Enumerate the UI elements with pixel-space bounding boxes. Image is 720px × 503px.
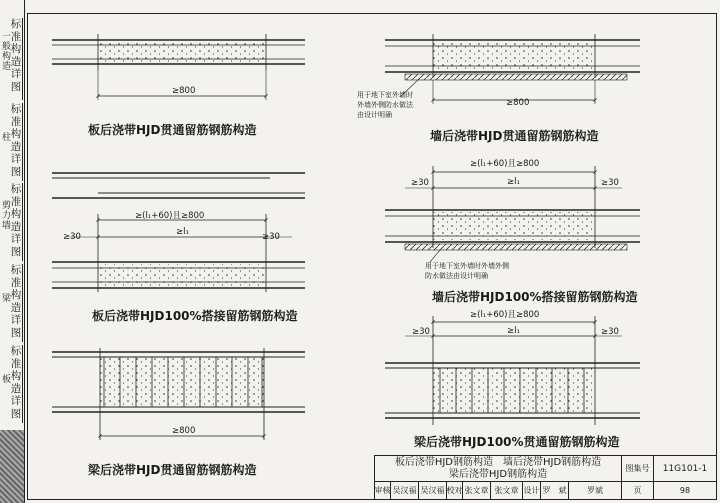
signature-cell: 吴汉福 [391, 482, 419, 499]
slab-lap-dim-right: ≥30 [262, 232, 280, 242]
wall-lap-dim-mid: ≥l₁ [507, 177, 520, 187]
tab-subtitle: 一般构造 [2, 32, 12, 72]
drawing-title-line2: 梁后浇带HJD钢筋构造 [448, 468, 548, 480]
drawing-title [375, 456, 622, 481]
slab-lap-caption: 板后浇带HJD100%搭接留筋钢筋构造 [92, 309, 298, 323]
beam-lap-caption: 梁后浇带HJD100%贯通留筋钢筋构造 [414, 435, 620, 449]
beam-lap-dim-right: ≥30 [601, 327, 619, 337]
beam-through-caption: 梁后浇带HJD贯通留筋钢筋构造 [88, 463, 257, 477]
slab-through-caption: 板后浇带HJD贯通留筋钢筋构造 [88, 123, 257, 137]
tab-title: 标准构造详图 [10, 264, 22, 339]
title-block-header [375, 456, 716, 482]
wall-through-caption: 墙后浇带HJD贯通留筋钢筋构造 [430, 129, 599, 143]
slab-through-dim: ≥800 [172, 86, 196, 96]
wall-lap-dim-top: ≥(l₁+60)且≥800 [470, 159, 540, 169]
wall-lap-note-2: 防水做法由设计明确 [425, 272, 488, 280]
beam-lap-dim-top: ≥(l₁+60)且≥800 [470, 310, 540, 320]
beam-lap-dim-left: ≥30 [412, 327, 430, 337]
signature-cell: 页 [622, 482, 654, 499]
tab-title: 标准构造详图 [10, 183, 22, 258]
signature-cell: 张文章 [463, 482, 491, 499]
signature-cell: 罗 斌 [541, 482, 569, 499]
wall-through-detail [385, 34, 640, 104]
slab-lap-dim-left: ≥30 [63, 232, 81, 242]
atlas-number-label: 图集号 [622, 456, 654, 481]
slab-lap-dim-top: ≥(l₁+60)且≥800 [135, 211, 205, 221]
tab-subtitle: 板 [2, 375, 12, 385]
signature-cell: 98 [679, 486, 691, 495]
tab-title: 标准构造详图 [10, 103, 22, 178]
wall-through-note-1: 用于地下室外墙时 [357, 91, 413, 99]
wall-through-note-2: 外墙外侧防水做法 [357, 101, 413, 109]
drawing-title-line1: 板后浇带HJD钢筋构造 墙后浇带HJD钢筋构造 [394, 456, 602, 468]
wall-through-note-3: 由设计明确 [357, 111, 392, 119]
beam-through-dim: ≥800 [172, 426, 196, 436]
tab-subtitle: 剪力墙 [2, 201, 12, 231]
wall-through-dim: ≥800 [506, 98, 530, 108]
signature-cell: 张文章 [491, 482, 523, 499]
signature-cell: 设计 [523, 482, 541, 499]
signature-cell: 校对 [447, 482, 463, 499]
wall-lap-note-1: 用于地下室外墙时外墙外侧 [425, 262, 509, 270]
signature-row [375, 482, 716, 499]
tab-subtitle: 柱 [2, 133, 12, 143]
wall-lap-caption: 墙后浇带HJD100%搭接留筋钢筋构造 [432, 290, 638, 304]
signature-cell: 吴汉福 [419, 482, 447, 499]
tab-title: 标准构造详图 [10, 345, 22, 420]
tab-title: 标准构造详图 [10, 18, 22, 93]
beam-lap-dim-mid: ≥l₁ [507, 326, 520, 336]
slab-lap-dim-mid: ≥l₁ [176, 227, 189, 237]
atlas-number: 11G101-1 [662, 463, 708, 474]
tab-subtitle: 梁 [2, 294, 12, 304]
signature-cell: 审核 [375, 482, 391, 499]
signature-cell: 罗斌 [569, 482, 622, 499]
wall-lap-dim-right: ≥30 [601, 178, 619, 188]
title-block [374, 455, 717, 500]
wall-lap-dim-left: ≥30 [411, 178, 429, 188]
